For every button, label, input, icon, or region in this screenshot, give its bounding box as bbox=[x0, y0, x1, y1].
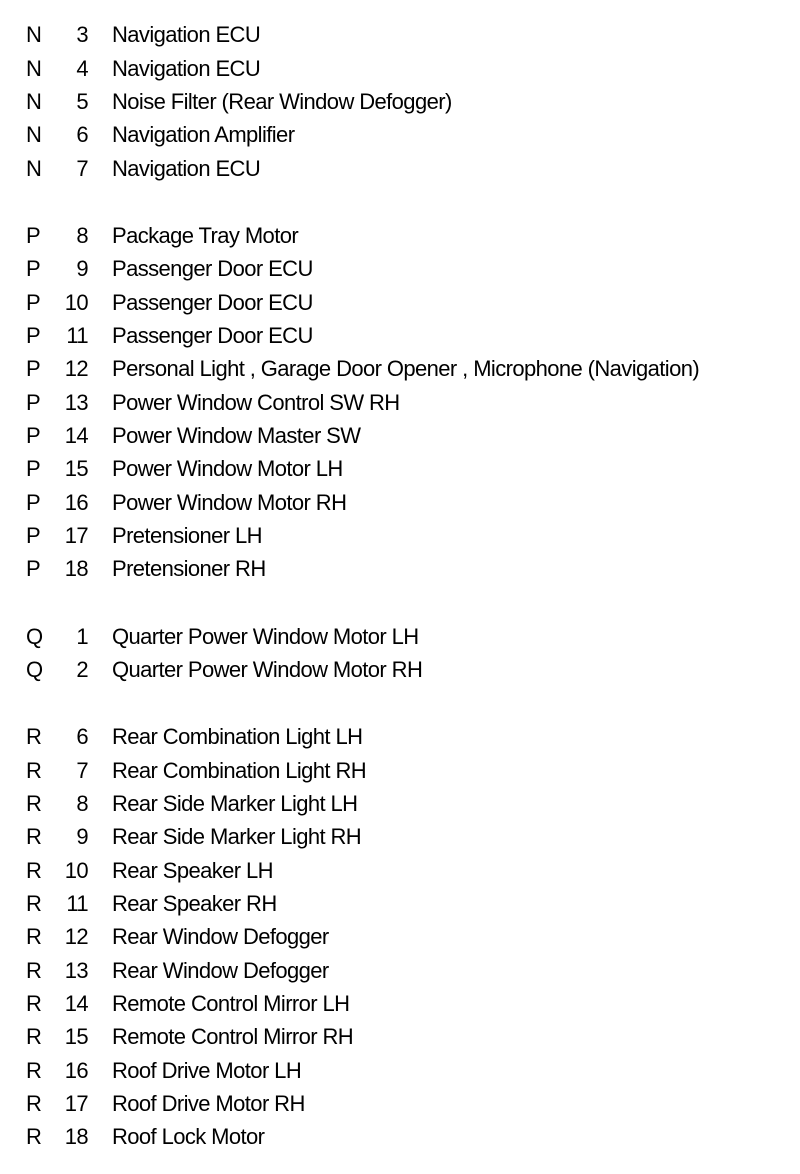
connector-letter: R bbox=[26, 1024, 42, 1050]
component-name: Navigation ECU bbox=[112, 22, 261, 48]
connector-number: 6 bbox=[76, 724, 88, 750]
component-name: Roof Drive Motor LH bbox=[112, 1057, 302, 1083]
connector-number: 3 bbox=[76, 22, 88, 48]
list-item bbox=[0, 1020, 800, 1053]
list-item bbox=[0, 720, 800, 753]
connector-number: 11 bbox=[66, 891, 88, 917]
component-name: Noise Filter (Rear Window Defogger) bbox=[112, 88, 452, 114]
connector-letter: P bbox=[26, 222, 41, 248]
connector-number: 13 bbox=[64, 957, 88, 983]
component-name: Rear Side Marker Light RH bbox=[112, 824, 362, 850]
list-item bbox=[0, 987, 800, 1020]
connector-number: 14 bbox=[64, 991, 88, 1017]
connector-letter: R bbox=[26, 1124, 42, 1150]
component-name: Rear Combination Light RH bbox=[112, 757, 367, 783]
list-item bbox=[0, 954, 800, 987]
component-name: Rear Speaker LH bbox=[112, 857, 273, 883]
list-item bbox=[0, 118, 800, 151]
list-item bbox=[0, 552, 800, 585]
component-name: Rear Side Marker Light LH bbox=[112, 791, 358, 817]
connector-letter: P bbox=[26, 456, 41, 482]
component-name: Passenger Door ECU bbox=[112, 322, 313, 348]
connector-number: 9 bbox=[76, 256, 88, 282]
connector-letter: P bbox=[26, 522, 41, 548]
connector-letter: N bbox=[26, 88, 42, 114]
connector-number: 7 bbox=[76, 155, 88, 181]
component-name: Rear Window Defogger bbox=[112, 957, 329, 983]
connector-letter: P bbox=[26, 489, 41, 515]
connector-number: 14 bbox=[64, 422, 88, 448]
connector-number: 11 bbox=[66, 322, 88, 348]
list-item bbox=[0, 452, 800, 485]
component-name: Power Window Control SW RH bbox=[112, 389, 400, 415]
connector-number: 13 bbox=[64, 389, 88, 415]
list-item bbox=[0, 151, 800, 184]
component-name: Navigation ECU bbox=[112, 155, 261, 181]
connector-letter: R bbox=[26, 791, 42, 817]
list-item bbox=[0, 620, 800, 653]
connector-letter: P bbox=[26, 422, 41, 448]
connector-letter: N bbox=[26, 122, 42, 148]
connector-letter: P bbox=[26, 356, 41, 382]
group-q bbox=[0, 620, 800, 687]
connector-letter: R bbox=[26, 924, 42, 950]
connector-number: 7 bbox=[76, 757, 88, 783]
list-item bbox=[0, 419, 800, 452]
connector-letter: R bbox=[26, 724, 42, 750]
connector-number: 10 bbox=[64, 857, 88, 883]
list-item bbox=[0, 385, 800, 418]
component-name: Passenger Door ECU bbox=[112, 256, 313, 282]
connector-letter: R bbox=[26, 891, 42, 917]
component-name: Pretensioner RH bbox=[112, 556, 266, 582]
connector-number: 6 bbox=[76, 122, 88, 148]
list-item bbox=[0, 754, 800, 787]
connector-number: 8 bbox=[76, 222, 88, 248]
connector-number: 12 bbox=[64, 356, 88, 382]
connector-number: 5 bbox=[76, 88, 88, 114]
connector-number: 8 bbox=[76, 791, 88, 817]
list-item bbox=[0, 920, 800, 953]
list-item bbox=[0, 219, 800, 252]
list-item bbox=[0, 18, 800, 51]
connector-number: 18 bbox=[64, 556, 88, 582]
connector-letter: N bbox=[26, 22, 42, 48]
component-name: Quarter Power Window Motor LH bbox=[112, 623, 419, 649]
connector-letter: N bbox=[26, 55, 42, 81]
list-item bbox=[0, 854, 800, 887]
connector-number: 18 bbox=[64, 1124, 88, 1150]
connector-letter: P bbox=[26, 256, 41, 282]
connector-letter: P bbox=[26, 322, 41, 348]
list-item bbox=[0, 51, 800, 84]
component-name: Roof Drive Motor RH bbox=[112, 1091, 305, 1117]
component-name: Remote Control Mirror LH bbox=[112, 991, 350, 1017]
component-name: Personal Light , Garage Door Opener , Microphone (Navigation) bbox=[112, 356, 700, 382]
component-name: Rear Combination Light LH bbox=[112, 724, 363, 750]
connector-number: 16 bbox=[64, 489, 88, 515]
component-name: Navigation ECU bbox=[112, 55, 261, 81]
connector-letter: R bbox=[26, 1091, 42, 1117]
list-item bbox=[0, 1054, 800, 1087]
list-item bbox=[0, 519, 800, 552]
connector-number: 17 bbox=[64, 1091, 88, 1117]
connector-number: 17 bbox=[64, 522, 88, 548]
component-name: Rear Speaker RH bbox=[112, 891, 277, 917]
connector-letter: P bbox=[26, 289, 41, 315]
connector-number: 15 bbox=[64, 456, 88, 482]
connector-letter: P bbox=[26, 389, 41, 415]
connector-number: 15 bbox=[64, 1024, 88, 1050]
component-name: Passenger Door ECU bbox=[112, 289, 313, 315]
connector-number: 12 bbox=[64, 924, 88, 950]
connector-letter: R bbox=[26, 857, 42, 883]
list-item bbox=[0, 653, 800, 686]
list-item bbox=[0, 85, 800, 118]
list-item bbox=[0, 787, 800, 820]
connector-number: 9 bbox=[76, 824, 88, 850]
connector-number: 10 bbox=[64, 289, 88, 315]
component-name: Rear Window Defogger bbox=[112, 924, 329, 950]
connector-letter: R bbox=[26, 1057, 42, 1083]
component-name: Power Window Master SW bbox=[112, 422, 361, 448]
list-item bbox=[0, 1120, 800, 1153]
list-item bbox=[0, 352, 800, 385]
component-name: Roof Lock Motor bbox=[112, 1124, 265, 1150]
connector-letter: R bbox=[26, 991, 42, 1017]
connector-letter: N bbox=[26, 155, 42, 181]
group-p bbox=[0, 219, 800, 586]
list-item bbox=[0, 285, 800, 318]
list-item bbox=[0, 820, 800, 853]
component-name: Power Window Motor RH bbox=[112, 489, 347, 515]
connector-letter: P bbox=[26, 556, 41, 582]
connector-letter: Q bbox=[26, 623, 43, 649]
component-name: Power Window Motor LH bbox=[112, 456, 343, 482]
component-name: Navigation Amplifier bbox=[112, 122, 295, 148]
connector-number: 4 bbox=[76, 55, 88, 81]
list-item bbox=[0, 319, 800, 352]
group-r bbox=[0, 720, 800, 1153]
connector-letter: Q bbox=[26, 657, 43, 683]
connector-letter: R bbox=[26, 957, 42, 983]
connector-index-list bbox=[0, 18, 800, 1154]
connector-letter: R bbox=[26, 757, 42, 783]
component-name: Pretensioner LH bbox=[112, 522, 262, 548]
list-item bbox=[0, 485, 800, 518]
group-n bbox=[0, 18, 800, 185]
list-item bbox=[0, 1087, 800, 1120]
component-name: Package Tray Motor bbox=[112, 222, 299, 248]
connector-number: 16 bbox=[64, 1057, 88, 1083]
list-item bbox=[0, 252, 800, 285]
connector-number: 2 bbox=[76, 657, 88, 683]
connector-letter: R bbox=[26, 824, 42, 850]
connector-number: 1 bbox=[76, 623, 88, 649]
component-name: Quarter Power Window Motor RH bbox=[112, 657, 423, 683]
component-name: Remote Control Mirror RH bbox=[112, 1024, 354, 1050]
list-item bbox=[0, 887, 800, 920]
